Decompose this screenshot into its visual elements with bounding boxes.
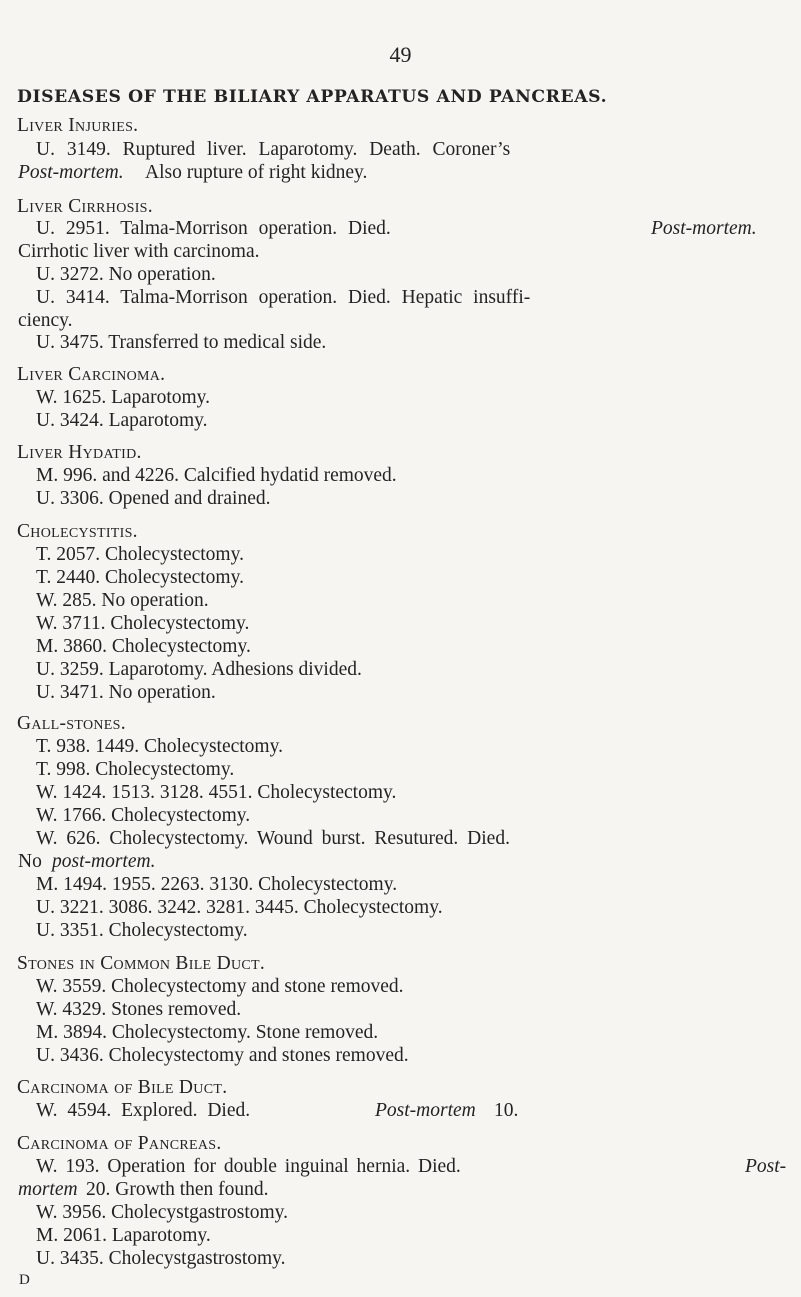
entry-line: M. 996. and 4226. Calcified hydatid removed.	[36, 464, 397, 486]
section-title-cholecystitis: Cholecystitis.	[17, 520, 138, 542]
entry-line: U. 3424. Laparotomy.	[36, 410, 208, 432]
entry-line: W. 1424. 1513. 3128. 4551. Cholecystectomy.	[36, 782, 397, 804]
entry-line: U. 3351. Cholecystectomy.	[36, 920, 248, 942]
entry-line: mortem	[18, 1179, 78, 1200]
entry-line: U. 3435. Cholecystgastrostomy.	[36, 1248, 286, 1269]
entry-line: Also rupture of right kidney.	[145, 162, 368, 183]
entry-line: W. 1766. Cholecystectomy.	[36, 805, 251, 827]
entry-line: No	[18, 851, 42, 873]
entry-line: M. 2061. Laparotomy.	[36, 1225, 211, 1246]
page-heading: DISEASES OF THE BILIARY APPARATUS AND PANCREAS.	[17, 87, 608, 107]
entry-line: U. 3149. Ruptured liver. Laparotomy. Death. Coroner’s	[36, 139, 511, 160]
entry-line: W. 626. Cholecystectomy. Wound burst. Resutured. Died.	[36, 828, 510, 850]
signature-letter: D	[19, 1272, 30, 1288]
entry-line: U. 3259. Laparotomy. Adhesions divided.	[36, 658, 362, 680]
entry-line: 10.	[494, 1100, 519, 1122]
entry-line: U. 3221. 3086. 3242. 3281. 3445. Cholecystectomy.	[36, 897, 443, 919]
entry-line: M. 3894. Cholecystectomy. Stone removed.	[36, 1021, 379, 1043]
entry-line: Post-mortem.	[651, 217, 757, 239]
entry-line: W. 3711. Cholecystectomy.	[36, 612, 250, 634]
section-title-carcinoma-bile-duct: Carcinoma of Bile Duct.	[17, 1077, 228, 1099]
section-title-gall-stones: Gall-stones.	[17, 713, 126, 735]
entry-line: U. 3306. Opened and drained.	[36, 487, 271, 509]
entry-line: W. 193. Operation for double inguinal hernia. Died.	[36, 1156, 461, 1177]
entry-line: Post-mortem.	[18, 162, 124, 183]
entry-line: T. 998. Cholecystectomy.	[36, 759, 235, 781]
entry-line: ciency.	[18, 309, 73, 331]
entry-line: T. 938. 1449. Cholecystectomy.	[36, 736, 283, 758]
section-title-liver-injuries: Liver Injuries.	[17, 115, 139, 136]
entry-line: W. 4329. Stones removed.	[36, 998, 242, 1020]
entry-line: U. 3475. Transferred to medical side.	[36, 331, 327, 353]
entry-line: U. 3414. Talma-Morrison operation. Died. Hepatic insuffi-	[36, 286, 531, 308]
entry-line: W. 3956. Cholecystgastrostomy.	[36, 1202, 289, 1223]
entry-line: Cirrhotic liver with carcinoma.	[18, 240, 260, 262]
section-title-stones-common-bile-duct: Stones in Common Bile Duct.	[17, 952, 266, 974]
section-title-liver-carcinoma: Liver Carcinoma.	[17, 364, 166, 386]
section-title-carcinoma-pancreas: Carcinoma of Pancreas.	[17, 1133, 222, 1154]
entry-line: T. 2440. Cholecystectomy.	[36, 566, 244, 588]
entry-line: U. 2951. Talma-Morrison operation. Died.	[36, 217, 391, 239]
entry-line: U. 3436. Cholecystectomy and stones removed.	[36, 1044, 409, 1066]
entry-line: W. 4594. Explored. Died.	[36, 1100, 251, 1122]
entry-line: Post-	[745, 1156, 787, 1177]
entry-line: M. 3860. Cholecystectomy.	[36, 635, 251, 657]
entry-line: W. 1625. Laparotomy.	[36, 387, 211, 409]
entry-line: W. 3559. Cholecystectomy and stone removed.	[36, 975, 404, 997]
page-number: 49	[389, 42, 412, 67]
entry-line: 20. Growth then found.	[86, 1179, 269, 1200]
entry-line: T. 2057. Cholecystectomy.	[36, 543, 244, 565]
entry-line: M. 1494. 1955. 2263. 3130. Cholecystectomy.	[36, 874, 398, 896]
entry-line: Post-mortem	[375, 1100, 476, 1122]
section-title-liver-hydatid: Liver Hydatid.	[17, 441, 142, 463]
section-title-liver-cirrhosis: Liver Cirrhosis.	[17, 195, 153, 217]
entry-line: W. 285. No operation.	[36, 589, 209, 611]
entry-line: U. 3272. No operation.	[36, 263, 216, 285]
entry-line: post-mortem.	[52, 851, 156, 873]
entry-line: U. 3471. No operation.	[36, 681, 216, 703]
